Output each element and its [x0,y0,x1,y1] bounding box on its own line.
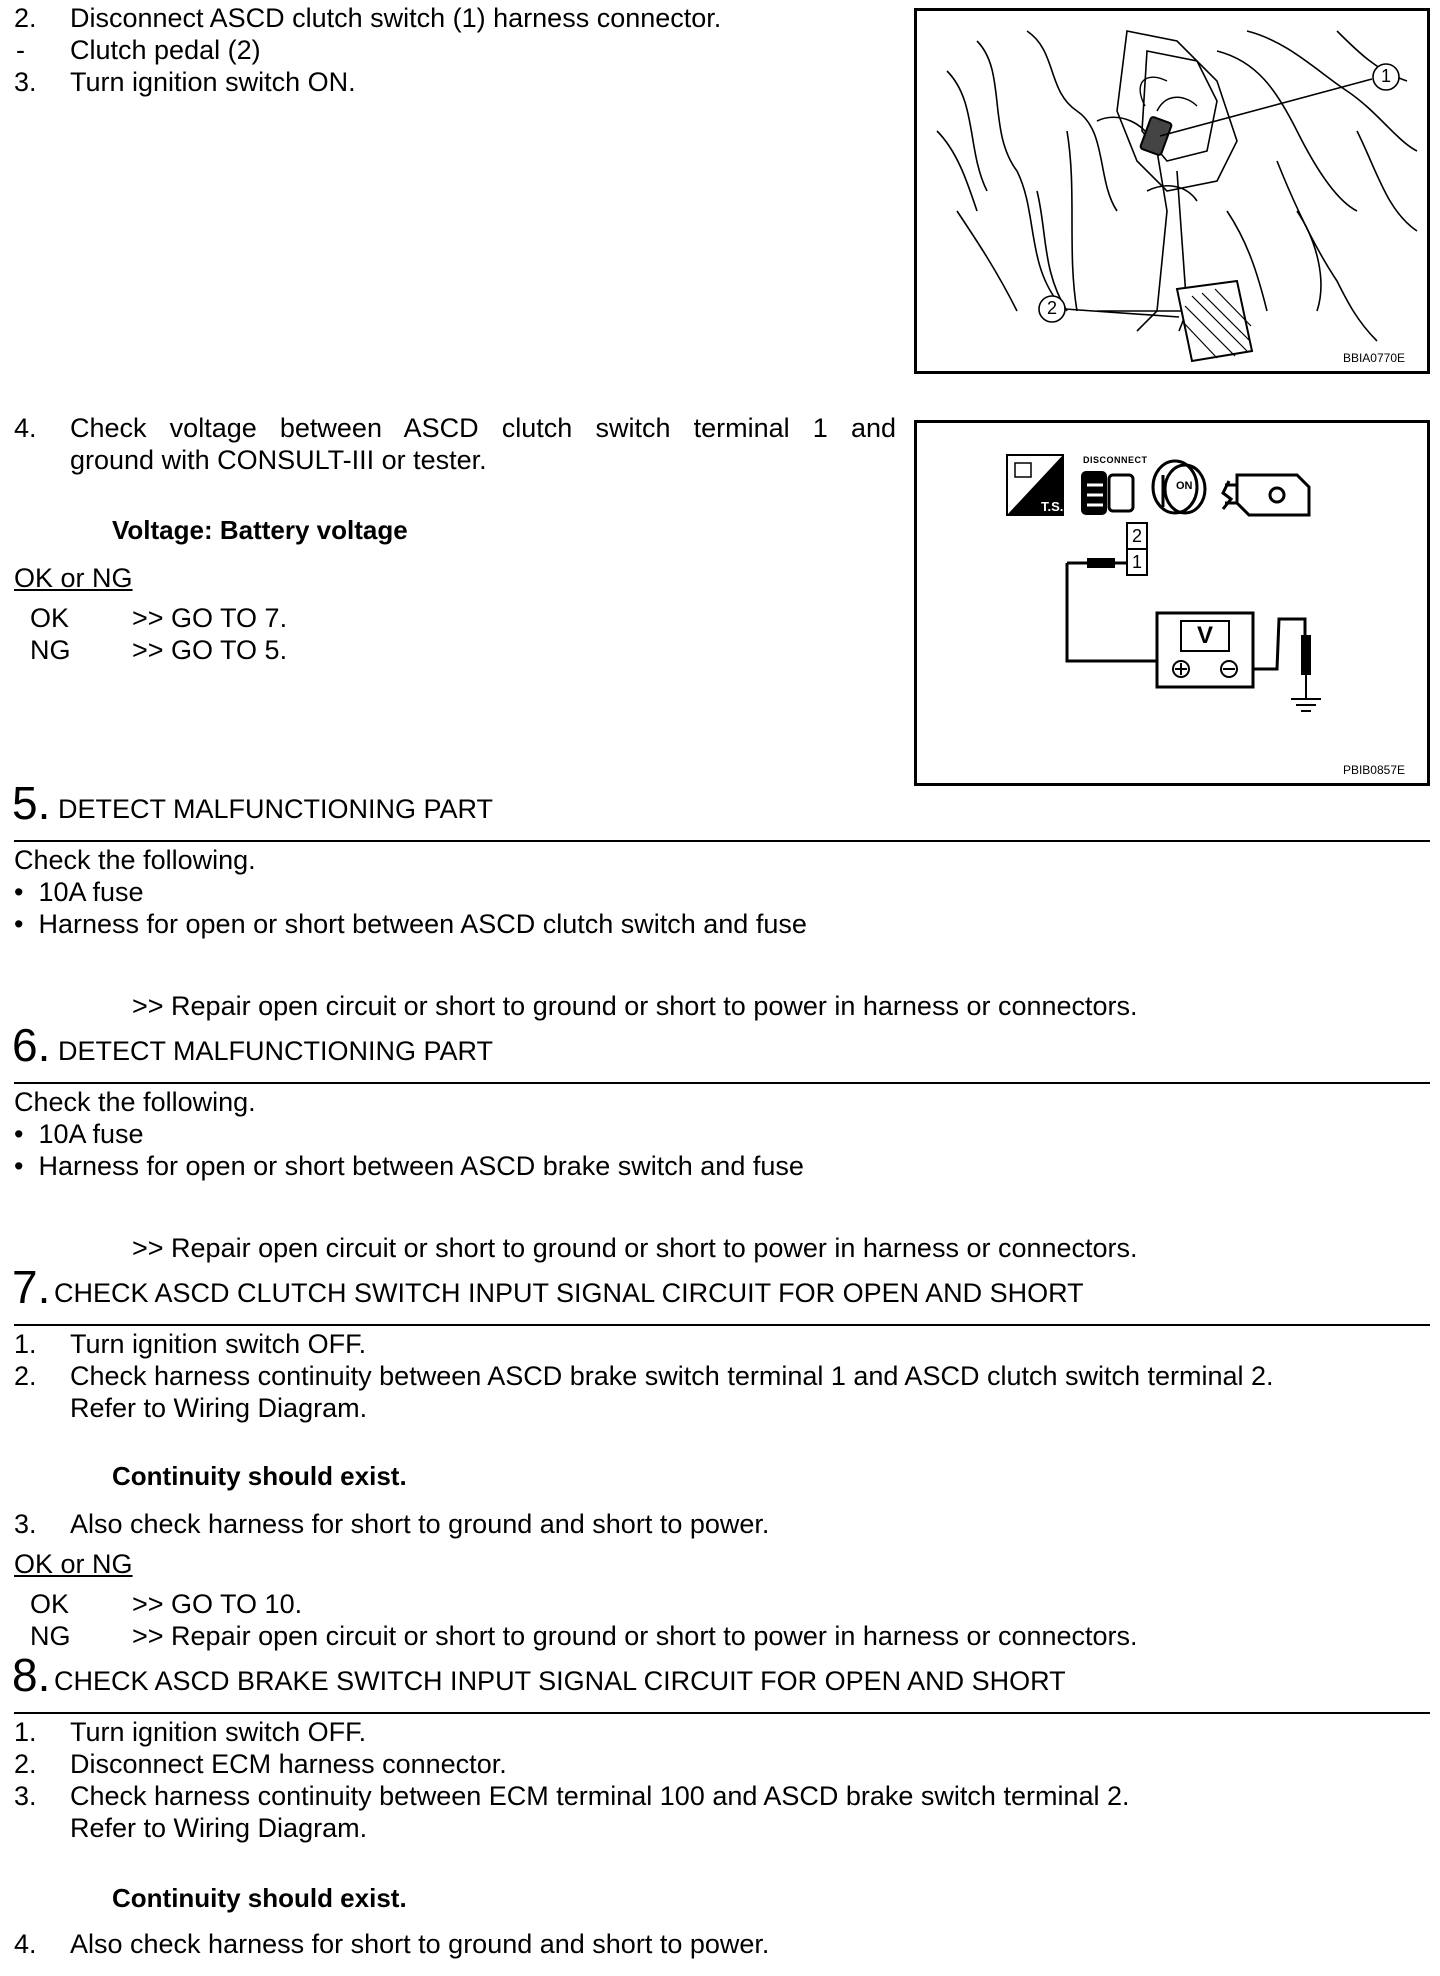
figure-code: PBIB0857E [1342,763,1405,777]
section-7-ng-result: >> Repair open circuit or short to ground or short to power in harness or connectors. [132,1621,1138,1651]
section-7-step-3: Also check harness for short to ground and short to power. [70,1509,770,1539]
section-5-intro: Check the following. [14,845,256,875]
step-2-text: Disconnect ASCD clutch switch (1) harness connector. [70,3,722,33]
disconnect-connector-icon [1081,471,1133,515]
step-4-line2: ground with CONSULT-III or tester. [70,445,487,475]
step-2-number: 2. [14,3,37,33]
section-7-spec: Continuity should exist. [112,1461,407,1491]
section-7-step-2-number: 2. [14,1361,37,1391]
step-3-number: 3. [14,67,37,97]
section-7-ok-or-ng-label: OK or NG [14,1549,133,1579]
disconnect-label: DISCONNECT [1083,455,1148,465]
section-5-bullet-1: • 10A fuse [14,877,144,907]
section-8-step-3: Check harness continuity between ECM terminal 100 and ASCD brake switch terminal 2. [70,1781,1130,1811]
step-3-text: Turn ignition switch ON. [70,67,356,97]
ok-or-ng-label: OK or NG [14,563,133,593]
section-6-number: 6. [12,1019,51,1071]
section-5-rule [14,840,1430,842]
section-6-bullet-2: • Harness for open or short between ASCD brake switch and fuse [14,1151,804,1181]
section-6-bullet-1: • 10A fuse [14,1119,144,1149]
section-7-ok-key: OK [30,1589,70,1619]
section-5-title: DETECT MALFUNCTIONING PART [58,794,494,824]
ok-key: OK [30,603,70,633]
terminal-2-label: 2 [1131,526,1142,546]
voltage-check-diagram [917,423,1427,783]
section-6-result: >> Repair open circuit or short to ground or short to power in harness or connectors. [132,1233,1138,1263]
section-8-step-4-number: 4. [14,1929,37,1959]
section-8-step-3-ref: Refer to Wiring Diagram. [70,1813,368,1843]
section-6-title: DETECT MALFUNCTIONING PART [58,1036,494,1066]
section-6-rule [14,1082,1430,1084]
step-dash: - [16,35,25,65]
ground-symbol [1291,699,1321,711]
engine-icon [1223,475,1309,515]
ok-result: >> GO TO 7. [132,603,288,633]
section-7-number: 7. [12,1261,51,1313]
step-4-number: 4. [14,413,37,443]
figure-code: BBIA0770E [1342,351,1405,365]
voltage-spec: Voltage: Battery voltage [112,515,408,545]
section-8-number: 8. [12,1649,51,1701]
section-7-step-3-number: 3. [14,1509,37,1539]
ng-result: >> GO TO 5. [132,635,288,665]
section-5-result: >> Repair open circuit or short to ground or short to power in harness or connectors. [132,991,1138,1021]
callout-1: 1 [1380,66,1391,86]
figure-voltage-check [914,420,1430,786]
section-8-title: CHECK ASCD BRAKE SWITCH INPUT SIGNAL CIRCUIT FOR OPEN AND SHORT [54,1666,1066,1696]
section-8-step-1: Turn ignition switch OFF. [70,1717,367,1747]
section-7-ok-result: >> GO TO 10. [132,1589,303,1619]
section-7-rule [14,1324,1430,1326]
key-on-label: ON [1176,480,1193,492]
figure-clutch-switch-location [914,8,1430,374]
step-dash-text: Clutch pedal (2) [70,35,261,65]
section-8-step-4: Also check harness for short to ground and short to power. [70,1929,770,1959]
section-8-step-1-number: 1. [14,1717,37,1747]
section-8-spec: Continuity should exist. [112,1883,407,1913]
section-5-bullet-2: • Harness for open or short between ASCD clutch switch and fuse [14,909,807,939]
voltmeter-label: V [1196,622,1213,649]
section-7-step-2: Check harness continuity between ASCD brake switch terminal 1 and ASCD clutch switch terminal 2. [70,1361,1274,1391]
section-8-step-2: Disconnect ECM harness connector. [70,1749,507,1779]
section-7-ng-key: NG [30,1621,71,1651]
section-7-step-1: Turn ignition switch OFF. [70,1329,367,1359]
section-8-step-3-number: 3. [14,1781,37,1811]
step-4-line1: Check voltage between ASCD clutch switch terminal 1 and [70,413,896,443]
ts-label: T.S. [1041,499,1064,514]
clutch-pedal-illustration [917,11,1427,371]
section-8-rule [14,1712,1430,1714]
terminal-1-label: 1 [1131,552,1142,572]
section-6-intro: Check the following. [14,1087,256,1117]
section-7-step-2-ref: Refer to Wiring Diagram. [70,1393,368,1423]
section-5-number: 5. [12,777,51,829]
section-7-step-1-number: 1. [14,1329,37,1359]
section-7-title: CHECK ASCD CLUTCH SWITCH INPUT SIGNAL CIRCUIT FOR OPEN AND SHORT [54,1278,1084,1308]
ng-key: NG [30,635,71,665]
section-8-step-2-number: 2. [14,1749,37,1779]
callout-2: 2 [1046,298,1057,318]
